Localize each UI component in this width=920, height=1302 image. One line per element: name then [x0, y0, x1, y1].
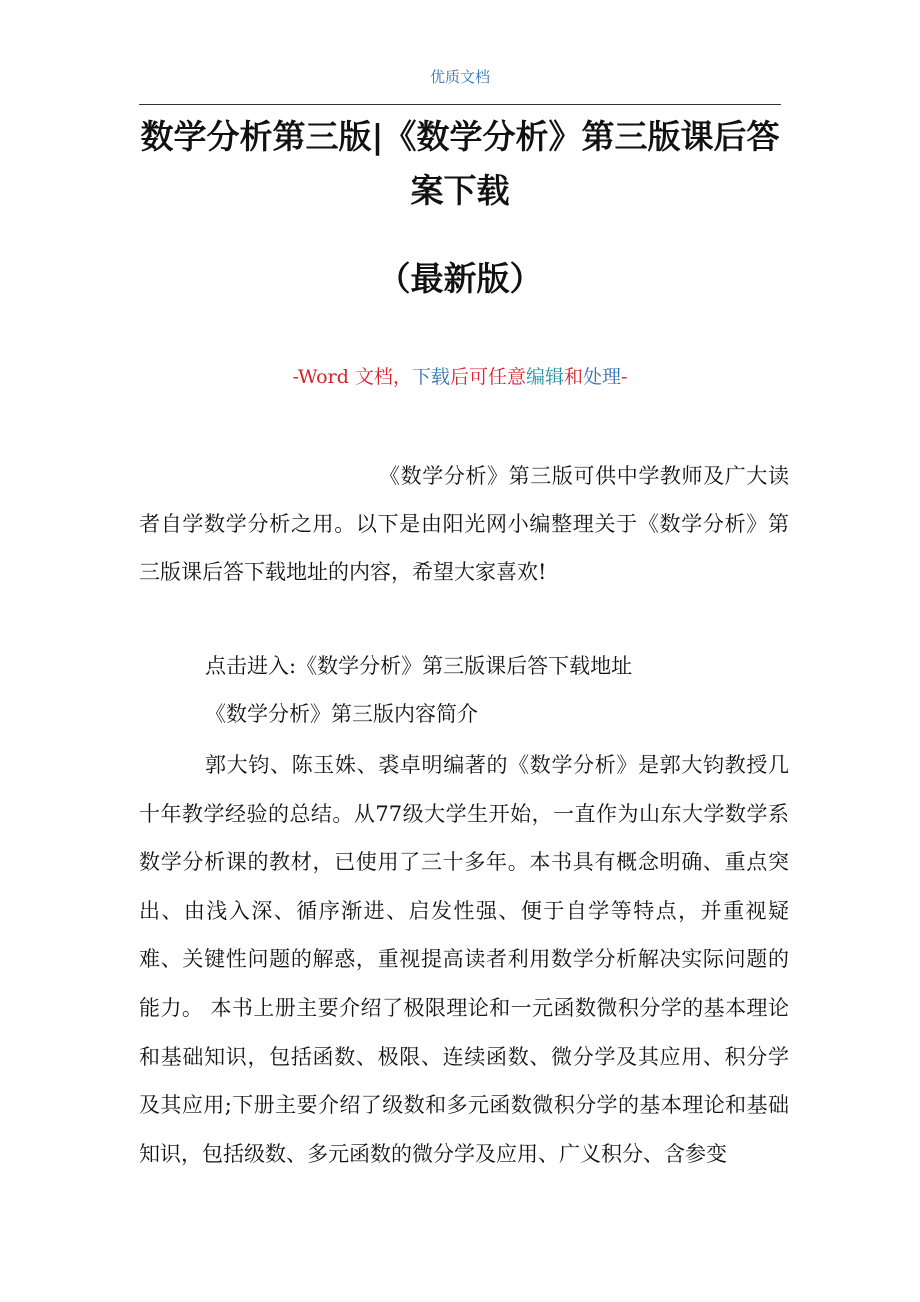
word-note-part-7: - [621, 366, 628, 388]
document-header-label: 优质文档 [429, 68, 490, 86]
word-note-part-3: 后可任意 [449, 366, 526, 388]
word-note-part-4: 编辑 [525, 366, 564, 388]
edition-subtitle: （最新版） [377, 259, 543, 298]
word-note-part-2: 下载 [411, 366, 450, 388]
word-note-part-5: 和 [563, 366, 583, 388]
word-note-part-1: -Word 文档， [292, 366, 412, 388]
header-divider [139, 104, 781, 105]
document-title: 数学分析第三版|《数学分析》第三版课后答案下载 [140, 117, 780, 210]
intro-paragraph: 《数学分析》第三版可供中学教师及广大读者自学数学分析之用。以下是由阳光网小编整理关于《数学分析》第三版课后答下载地址的内容，希望大家喜欢! [139, 464, 789, 584]
word-note-part-6: 处理 [582, 366, 621, 388]
download-link-line[interactable]: 点击进入:《数学分析》第三版课后答下载地址 [205, 654, 633, 678]
word-document-note [0, 362, 920, 392]
content-intro-heading: 《数学分析》第三版内容简介 [205, 702, 478, 726]
book-description-paragraph: 郭大钧、陈玉姝、裘卓明编著的《数学分析》是郭大钧教授几十年教学经验的总结。从77级大学生开始，一直作为山东大学数学系数学分析课的教材，已使用了三十多年。本书具有概念明确、重点突出、由浅入深、循序渐进、启发性强、便于自学等特点，并重视疑难、关键性问题的解惑，重视提高读者利用数学分析解决实际问题的能力。 本书上册主要介绍了极限理论和一元函数微积分学的基本理论和基础知识，包括函数、极限、连续函数、微分学及其应用、积分学及其应用;下册主要介绍了级数和多元函数微积分学的基本理论和基础知识，包括级数、多元函数的微分学及应用、广义积分、含参变 [139, 753, 789, 1166]
